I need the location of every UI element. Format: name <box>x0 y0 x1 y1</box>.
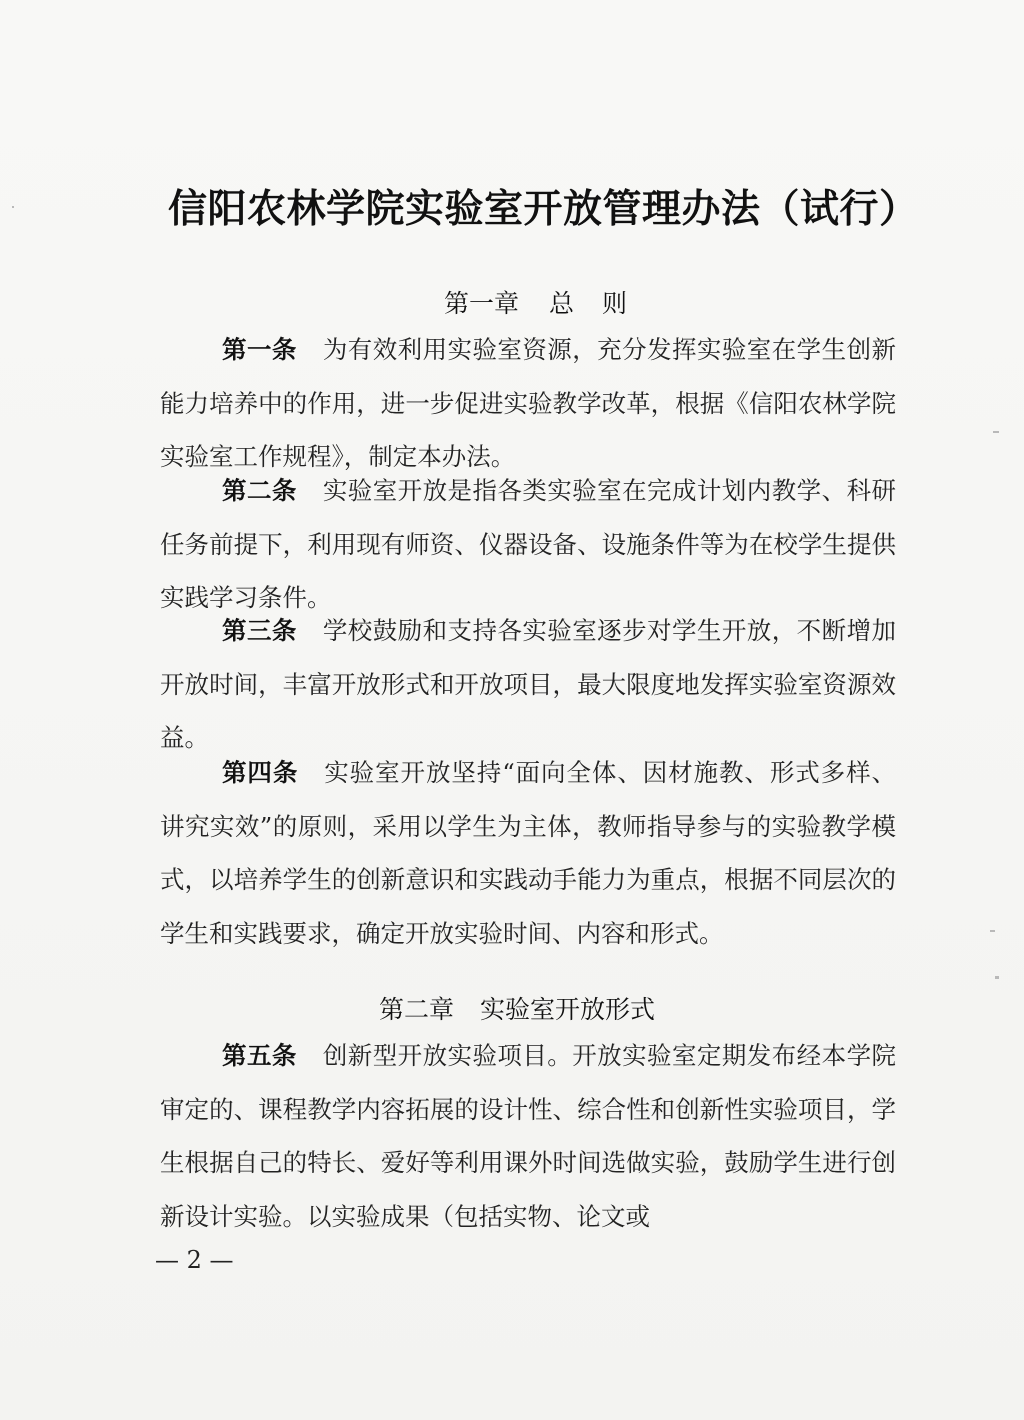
article-3-label: 第三条 <box>222 616 297 645</box>
chapter-2-number: 第二章 <box>379 995 455 1024</box>
document-title: 信阳农林学院实验室开放管理办法（试行） <box>168 186 919 232</box>
article-4-label: 第四条 <box>222 758 299 787</box>
article-1-label: 第一条 <box>222 335 297 364</box>
article-1-text: 为有效利用实验室资源，充分发挥实验室在学生创新能力培养中的作用，进一步促进实验教学改革，根据《信阳农林学院实验室工作规程》，制定本办法。 <box>160 335 897 471</box>
article-5-text: 创新型开放实验项目。开放实验室定期发布经本学院审定的、课程教学内容拓展的设计性、综合性和创新性实验项目，学生根据自己的特长、爱好等利用课外时间选做实验，鼓励学生进行创新设计实验。以实验成果（包括实物、论文或 <box>160 1041 897 1231</box>
scan-mark <box>12 206 14 208</box>
article-2-label: 第二条 <box>222 476 297 505</box>
chapter-1-number: 第一章 <box>444 289 520 318</box>
chapter-1-name: 总则 <box>549 289 656 318</box>
scan-mark <box>993 431 999 433</box>
article-4 <box>160 746 896 960</box>
article-2 <box>160 464 896 625</box>
article-3 <box>160 604 896 765</box>
chapter-1-heading <box>444 284 655 320</box>
scan-mark <box>990 930 995 932</box>
chapter-2-name: 实验室开放形式 <box>480 995 656 1024</box>
article-3-text: 学校鼓励和支持各实验室逐步对学生开放，不断增加开放时间，丰富开放形式和开放项目，最大限度地发挥实验室资源效益。 <box>160 616 897 752</box>
article-4-text: 实验室开放坚持“面向全体、因材施教、形式多样、讲究实效”的原则，采用以学生为主体，教师指导参与的实验教学模式，以培养学生的创新意识和实践动手能力为重点，根据不同层次的学生和实践要求，确定开放实验时间、内容和形式。 <box>160 758 897 948</box>
article-5 <box>160 1029 896 1243</box>
article-2-text: 实验室开放是指各类实验室在完成计划内教学、科研任务前提下，利用现有师资、仪器设备、设施条件等为在校学生提供实践学习条件。 <box>160 476 897 612</box>
page-number: — 2 — <box>155 1246 234 1274</box>
chapter-2-heading <box>379 990 655 1026</box>
article-5-label: 第五条 <box>222 1041 297 1070</box>
article-1 <box>160 323 896 484</box>
scan-mark <box>995 976 999 979</box>
